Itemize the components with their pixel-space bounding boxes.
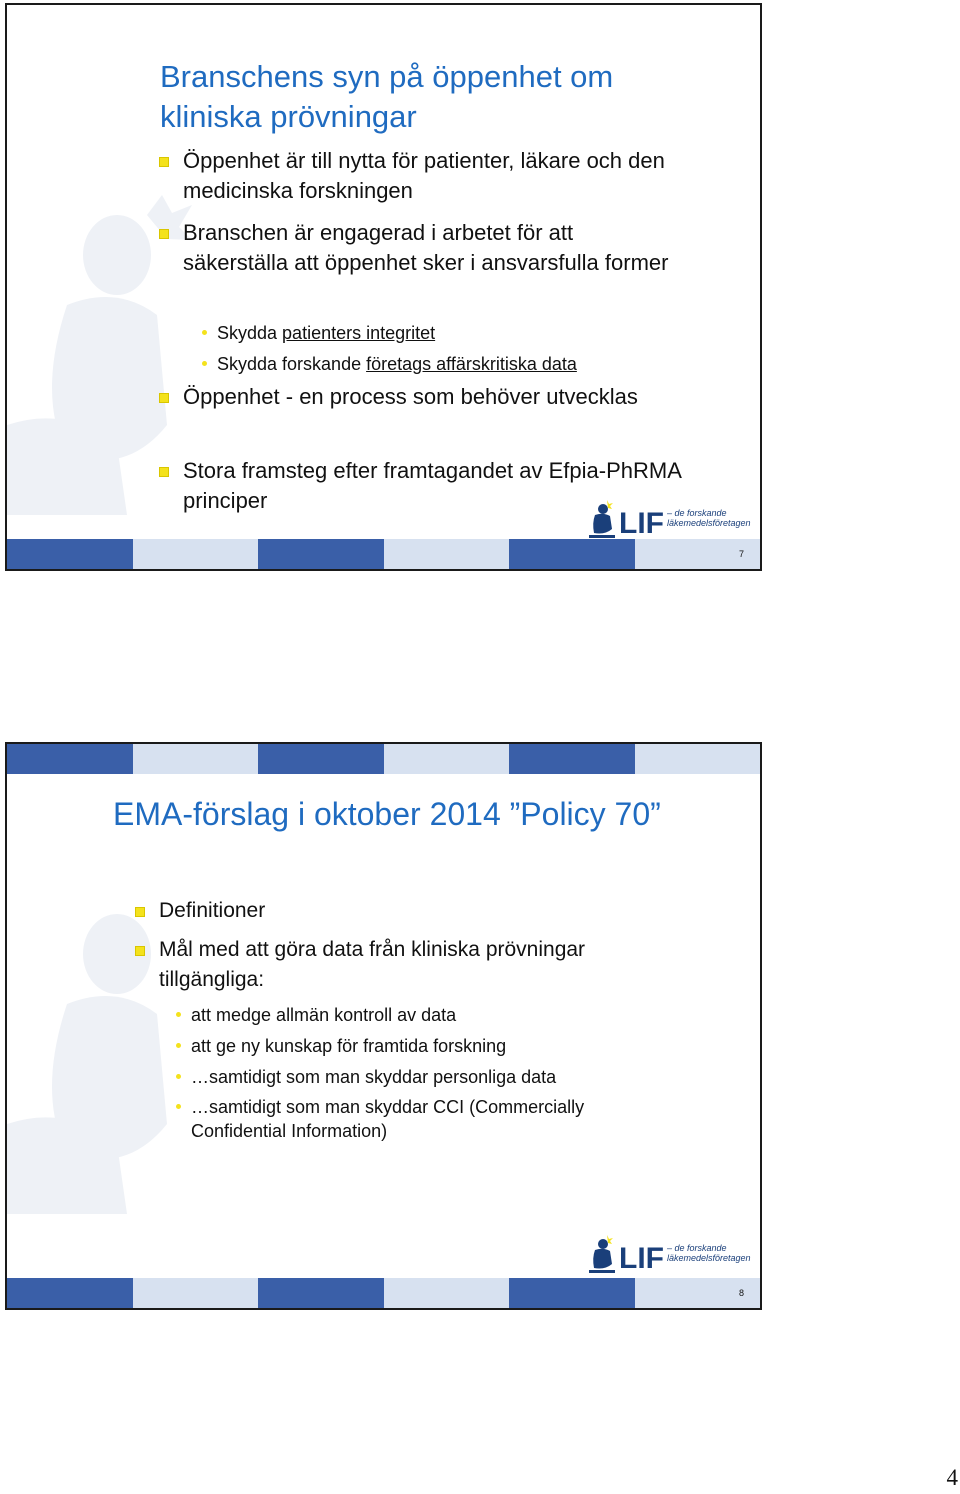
bullet-dot-icon xyxy=(176,1043,181,1048)
sub-bullet-text: att ge ny kunskap för framtida forskning xyxy=(191,1036,507,1056)
lif-logo xyxy=(589,499,749,539)
sub-bullet-item xyxy=(191,1003,731,1027)
bullet-item xyxy=(159,935,659,995)
bullet-square-icon xyxy=(135,946,145,956)
logo-tagline: – de forskande läkemedelsföretagen xyxy=(667,1243,751,1263)
footer-strip xyxy=(7,539,760,569)
strip-segment xyxy=(509,744,635,774)
sub-bullet-item xyxy=(191,1034,731,1058)
sub-bullet-text-underlined: företags affärskritiska data xyxy=(366,354,577,374)
bullet-dot-icon xyxy=(176,1074,181,1079)
slide-title: Branschens syn på öppenhet om kliniska prövningar xyxy=(160,59,614,134)
svg-text:LIF: LIF xyxy=(619,507,664,539)
logo-tagline: – de forskande läkemedelsföretagen xyxy=(667,508,751,528)
sub-bullet-text: …samtidigt som man skyddar personliga data xyxy=(191,1067,557,1087)
lif-figure-icon xyxy=(589,499,669,539)
strip-segment xyxy=(384,539,510,569)
strip-segment xyxy=(258,539,384,569)
strip-segment xyxy=(133,744,259,774)
bullet-square-icon xyxy=(159,229,169,239)
sub-bullet-item xyxy=(191,1095,661,1143)
bullet-text: Definitioner xyxy=(159,899,266,922)
strip-segment xyxy=(509,1278,635,1308)
svg-text:LIF: LIF xyxy=(619,1242,664,1274)
bullet-item xyxy=(183,382,643,412)
bullet-text: Öppenhet är till nytta för patienter, läkare och den medicinska forskningen xyxy=(183,148,665,203)
lif-figure-icon xyxy=(589,1234,669,1274)
bullet-item xyxy=(183,218,683,278)
footer-strip xyxy=(7,1278,760,1308)
strip-segment xyxy=(7,744,133,774)
lif-logo xyxy=(589,1234,749,1274)
slide-number: 8 xyxy=(738,1288,744,1298)
sub-bullet-text: Skydda forskande xyxy=(217,354,367,374)
strip-segment xyxy=(384,1278,510,1308)
bullet-text: Mål med att göra data från kliniska prövningar tillgängliga: xyxy=(159,938,586,991)
bullet-square-icon xyxy=(135,907,145,917)
slide-title: EMA-förslag i oktober 2014 ”Policy 70” xyxy=(113,796,661,832)
bullet-text: Öppenhet - en process som behöver utvecklas xyxy=(183,384,638,409)
strip-segment xyxy=(133,1278,259,1308)
strip-segment xyxy=(509,539,635,569)
strip-segment xyxy=(384,744,510,774)
sub-bullet-item xyxy=(191,1065,731,1089)
bullet-square-icon xyxy=(159,157,169,167)
bullet-dot-icon xyxy=(176,1012,181,1017)
strip-segment xyxy=(258,744,384,774)
bullet-dot-icon xyxy=(176,1104,181,1109)
strip-segment xyxy=(635,744,761,774)
sub-bullet-item xyxy=(217,352,717,376)
sub-bullet-text: Skydda xyxy=(217,323,283,343)
bullet-item xyxy=(183,146,723,206)
bullet-item xyxy=(159,896,719,926)
bullet-dot-icon xyxy=(202,330,207,335)
slide-8 xyxy=(5,742,762,1310)
bullet-text: Branschen är engagerad i arbetet för att säkerställa att öppenhet sker i ansvarsfulla former xyxy=(183,220,669,275)
bullet-square-icon xyxy=(159,467,169,477)
strip-segment xyxy=(7,539,133,569)
slide-7 xyxy=(5,3,762,571)
sub-bullet-text: …samtidigt som man skyddar CCI (Commercially Confidential Information) xyxy=(191,1097,585,1141)
strip-segment xyxy=(258,1278,384,1308)
sub-bullet-item xyxy=(217,321,717,345)
bullet-dot-icon xyxy=(202,361,207,366)
bullet-text: Stora framsteg efter framtagandet av Efpia-PhRMA principer xyxy=(183,458,681,513)
bullet-square-icon xyxy=(159,393,169,403)
page-number: 4 xyxy=(946,1465,958,1490)
slide-number: 7 xyxy=(738,549,744,559)
strip-segment xyxy=(7,1278,133,1308)
strip-segment xyxy=(133,539,259,569)
sub-bullet-text: att medge allmän kontroll av data xyxy=(191,1005,457,1025)
header-strip xyxy=(7,744,760,774)
sub-bullet-text-underlined: patienters integritet xyxy=(282,323,436,343)
